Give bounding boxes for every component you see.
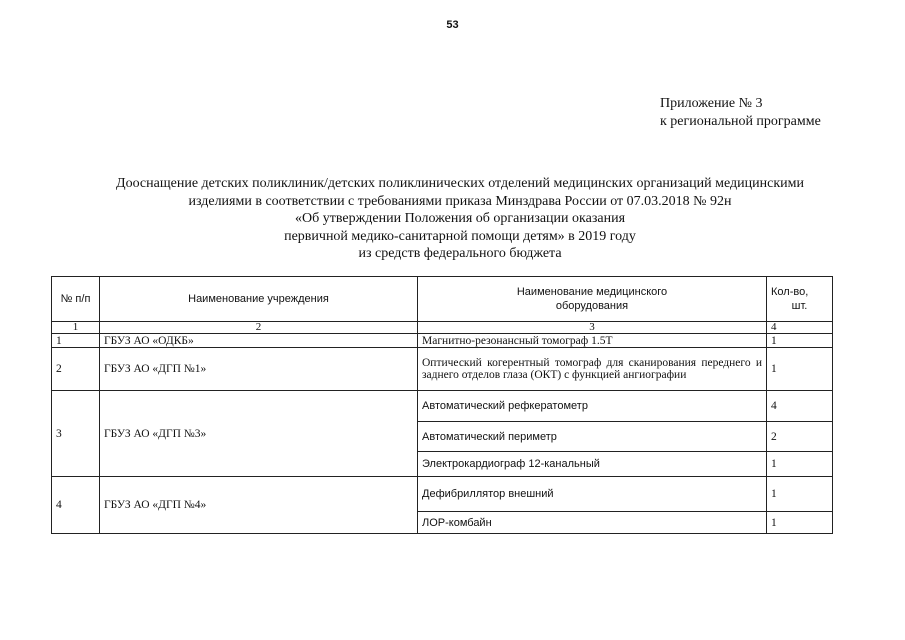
header-equipment: [418, 277, 767, 322]
appendix-line-2: к региональной программе: [660, 114, 821, 129]
header-quantity: [767, 277, 833, 322]
column-number: 2: [100, 322, 418, 334]
document-title: [60, 175, 860, 263]
row-number: 4: [52, 477, 100, 534]
column-number: 3: [418, 322, 767, 334]
table-header-row: [52, 277, 833, 322]
column-number: 4: [767, 322, 833, 334]
appendix-line-1: Приложение № 3: [660, 96, 763, 111]
equipment-name: Автоматический рефкератометр: [418, 391, 767, 422]
header-equipment-line-2: оборудования: [555, 300, 629, 312]
title-line-1: Дооснащение детских поликлиник/детских поликлинических отделений медицинских организаций медицинскими: [116, 176, 804, 191]
institution-name: ГБУЗ АО «ДГП №3»: [100, 391, 418, 477]
row-number: 2: [52, 348, 100, 391]
row-number: 1: [52, 334, 100, 348]
column-number: 1: [52, 322, 100, 334]
equipment-quantity: 1: [767, 512, 833, 534]
equipment-name: Оптический когерентный томограф для сканирования переднего и заднего отделов глаза (ОКТ) с функцией ангиографии: [418, 348, 767, 391]
row-number: 3: [52, 391, 100, 477]
appendix-heading: [660, 95, 821, 131]
table-row: [52, 391, 833, 422]
column-number-row: [52, 322, 833, 334]
table-row: [52, 348, 833, 391]
equipment-quantity: 1: [767, 334, 833, 348]
table-row: [52, 477, 833, 512]
equipment-quantity: 4: [767, 391, 833, 422]
equipment-quantity: 1: [767, 477, 833, 512]
header-equipment-line-1: Наименование медицинского: [516, 286, 668, 298]
page-number: 53: [446, 19, 459, 31]
header-quantity-line-1: Кол-во,: [771, 286, 809, 298]
equipment-name: Автоматический периметр: [418, 422, 767, 452]
equipment-name: Электрокардиограф 12-канальный: [418, 452, 767, 477]
title-line-2: изделиями в соответствии с требованиями приказа Минздрава России от 07.03.2018 № 92н: [188, 193, 732, 209]
table-row: [52, 334, 833, 348]
institution-name: ГБУЗ АО «ОДКБ»: [100, 334, 418, 348]
title-line-4: первичной медико-санитарной помощи детям» в 2019 году: [284, 228, 636, 244]
equipment-name: Дефибриллятор внешний: [418, 477, 767, 512]
equipment-quantity: 2: [767, 422, 833, 452]
equipment-name: ЛОР-комбайн: [418, 512, 767, 534]
institution-name: ГБУЗ АО «ДГП №4»: [100, 477, 418, 534]
equipment-table: [51, 276, 833, 534]
equipment-quantity: 1: [767, 452, 833, 477]
institution-name: ГБУЗ АО «ДГП №1»: [100, 348, 418, 391]
equipment-name: Магнитно-резонансный томограф 1.5Т: [418, 334, 767, 348]
header-quantity-line-2: шт.: [791, 300, 808, 312]
title-line-3: «Об утверждении Положения об организации оказания: [294, 211, 626, 226]
equipment-quantity: 1: [767, 348, 833, 391]
header-num: № п/п: [52, 277, 100, 322]
title-line-5: из средств федерального бюджета: [358, 246, 562, 261]
header-institution: Наименование учреждения: [100, 277, 418, 322]
